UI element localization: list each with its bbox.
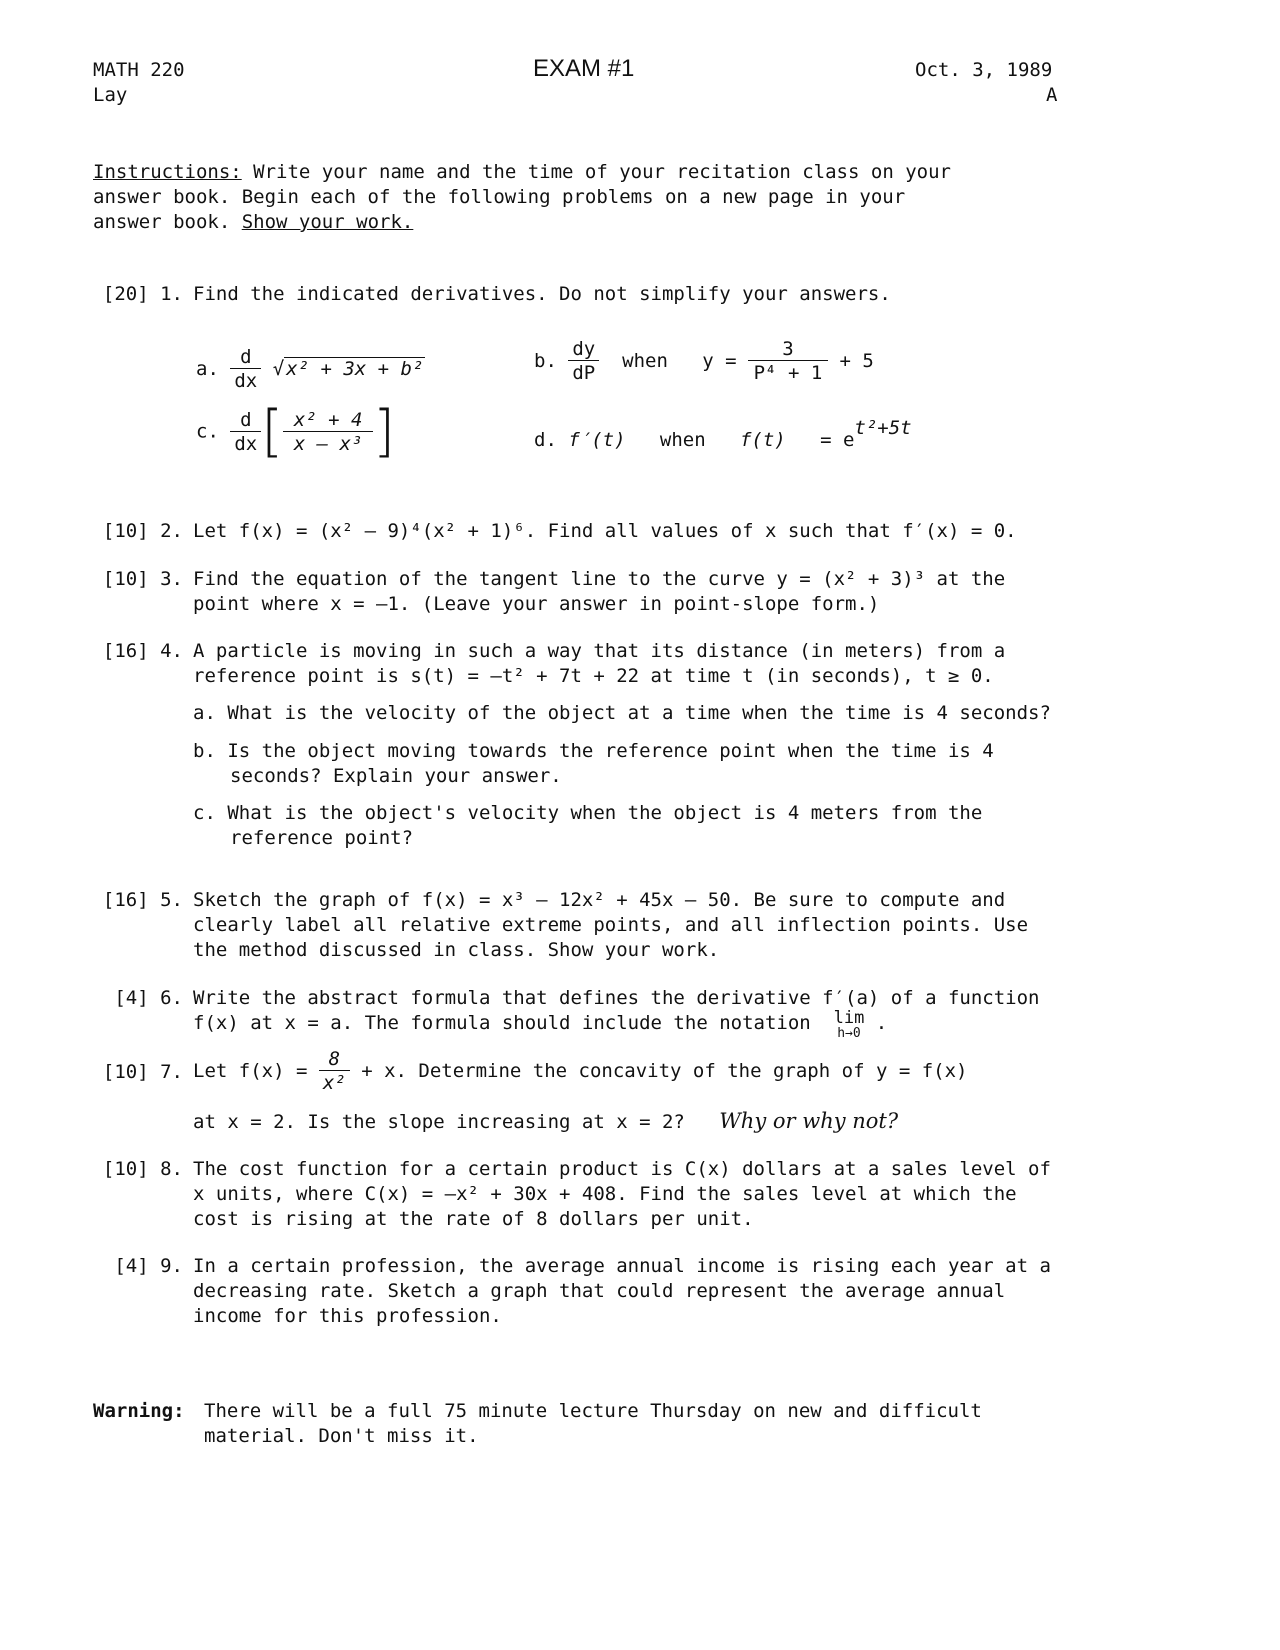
- problem-8-points: [10] 8.: [102, 1158, 183, 1180]
- problem-1c-label: c.: [196, 420, 219, 443]
- exam-version: A: [1046, 84, 1058, 106]
- problem-1b: [534, 338, 874, 385]
- problem-6-line-1: Write the abstract formula that defines the derivative f′(a) of a function: [193, 987, 1040, 1009]
- problem-8-line-1: The cost function for a certain product is C(x) dollars at a sales level of: [193, 1158, 1051, 1180]
- problem-7-line-2: [193, 1109, 898, 1135]
- problem-5-points: [16] 5.: [102, 889, 183, 911]
- exponent-t: t²+5t: [854, 417, 912, 439]
- problem-6-period: .: [875, 1012, 888, 1034]
- problem-6-points: [4] 6.: [114, 987, 183, 1009]
- problem-7-lead: Let f(x) =: [193, 1060, 308, 1082]
- exam-date: Oct. 3, 1989: [915, 59, 1053, 81]
- sqrt-expression: √ x² + 3x + b²: [272, 358, 424, 380]
- problem-7-tail: + x. Determine the concavity of the graph of y = f(x): [361, 1060, 968, 1082]
- problem-5-line-1: Sketch the graph of f(x) = x³ – 12x² + 45x – 50. Be sure to compute and: [193, 889, 1006, 911]
- problem-2-text: Let f(x) = (x² – 9)⁴(x² + 1)⁶. Find all values of x such that f′(x) = 0.: [193, 520, 1017, 542]
- problem-3-points: [10] 3.: [102, 568, 183, 590]
- problem-4-line-1: A particle is moving in such a way that its distance (in meters) from a: [193, 640, 1006, 662]
- problem-9-line-3: income for this profession.: [193, 1305, 502, 1327]
- problem-3-line-1: Find the equation of the tangent line to the curve y = (x² + 3)³ at the: [193, 568, 1006, 590]
- problem-7-text-2: at x = 2. Is the slope increasing at x = 2?: [193, 1111, 685, 1133]
- problem-1a: [196, 346, 425, 393]
- handwritten-note: Why or why not?: [719, 1109, 899, 1133]
- problem-1c: [196, 399, 395, 464]
- b-tail: + 5: [839, 350, 874, 372]
- instructions-text-3: answer book.: [93, 211, 231, 233]
- equals-e: = e: [820, 429, 855, 451]
- problem-4b-line-2: seconds? Explain your answer.: [230, 765, 562, 787]
- show-work-note: Show your work.: [241, 211, 414, 233]
- problem-8-line-2: x units, where C(x) = –x² + 30x + 408. Find the sales level at which the: [193, 1183, 1017, 1205]
- problem-4c-line-2: reference point?: [230, 827, 414, 849]
- problem-1-text: Find the indicated derivatives. Do not simplify your answers.: [193, 283, 891, 305]
- problem-5-line-2: clearly label all relative extreme points, and all inflection points. Use: [193, 914, 1029, 936]
- problem-1b-label: b.: [534, 350, 557, 372]
- problem-4-points: [16] 4.: [102, 640, 183, 662]
- problem-2-points: [10] 2.: [102, 520, 183, 542]
- problem-9-line-1: In a certain profession, the average annual income is rising each year at a: [193, 1255, 1051, 1277]
- f-prime-t: f′(t): [568, 429, 626, 451]
- right-bracket: ]: [373, 399, 395, 464]
- problem-7-line-1: [193, 1048, 967, 1095]
- y-equals: y =: [702, 350, 737, 372]
- instructions-line-2: answer book. Begin each of the following problems on a new page in your: [93, 186, 906, 208]
- problem-1d: [534, 417, 912, 453]
- when-text-b: when: [622, 350, 668, 372]
- instructor-name: Lay: [93, 84, 128, 106]
- course-code: MATH 220: [93, 59, 185, 81]
- d-dx-operator-c: $\frac{d}{dx}$: [230, 409, 261, 456]
- problem-7-fraction: $\frac{8}{\text{x²}}$: [319, 1048, 350, 1095]
- instructions-label: Instructions:: [93, 161, 242, 183]
- limit-notation: lim h→0: [833, 1008, 865, 1041]
- problem-9-line-2: decreasing rate. Sketch a graph that could represent the average annual: [193, 1280, 1006, 1302]
- problem-4c-line-1: c. What is the object's velocity when the object is 4 meters from the: [193, 802, 983, 824]
- when-text-d: when: [659, 429, 706, 451]
- instructions-text-1: Write your name and the time of your recitation class on your: [253, 161, 951, 183]
- exam-title: EXAM #1: [533, 55, 635, 82]
- problem-4-line-2: reference point is s(t) = –t² + 7t + 22 at time t (in seconds), t ≥ 0.: [193, 665, 994, 687]
- problem-5-line-3: the method discussed in class. Show your work.: [193, 939, 720, 961]
- f-of-t: f(t): [739, 429, 786, 451]
- warning-line-2: material. Don't miss it.: [204, 1425, 479, 1447]
- instructions-line-1: [93, 160, 951, 185]
- c-fraction: $\frac{\text{x² + 4}}{\text{x – x³}}$: [283, 409, 373, 456]
- dy-dp-operator: $\frac{dy}{dP}$: [568, 338, 599, 385]
- d-dx-operator: $\frac{d}{dx}$: [230, 346, 261, 393]
- warning-line-1: There will be a full 75 minute lecture Thursday on new and difficult: [204, 1400, 982, 1422]
- problem-1-points: [20] 1.: [102, 283, 183, 305]
- b-fraction: $\frac{3}{\text{P⁴ + 1}}$: [748, 338, 828, 385]
- problem-8-line-3: cost is rising at the rate of 8 dollars per unit.: [193, 1208, 754, 1230]
- problem-1d-label: d.: [534, 429, 557, 451]
- problem-1a-label: a.: [196, 358, 219, 380]
- problem-7-points: [10] 7.: [102, 1061, 183, 1083]
- problem-9-points: [4] 9.: [114, 1255, 183, 1277]
- problem-4b-line-1: b. Is the object moving towards the reference point when the time is 4: [193, 740, 994, 762]
- problem-6-line-2: [193, 1008, 888, 1041]
- problem-6-text-2: f(x) at x = a. The formula should include the notation: [193, 1012, 811, 1034]
- left-bracket: [: [261, 399, 284, 464]
- problem-3-line-2: point where x = –1. (Leave your answer in point-slope form.): [193, 593, 880, 615]
- problem-4a: a. What is the velocity of the object at a time when the time is 4 seconds?: [193, 702, 1051, 724]
- instructions-line-3: [93, 210, 413, 235]
- warning-label: Warning:: [93, 1400, 185, 1422]
